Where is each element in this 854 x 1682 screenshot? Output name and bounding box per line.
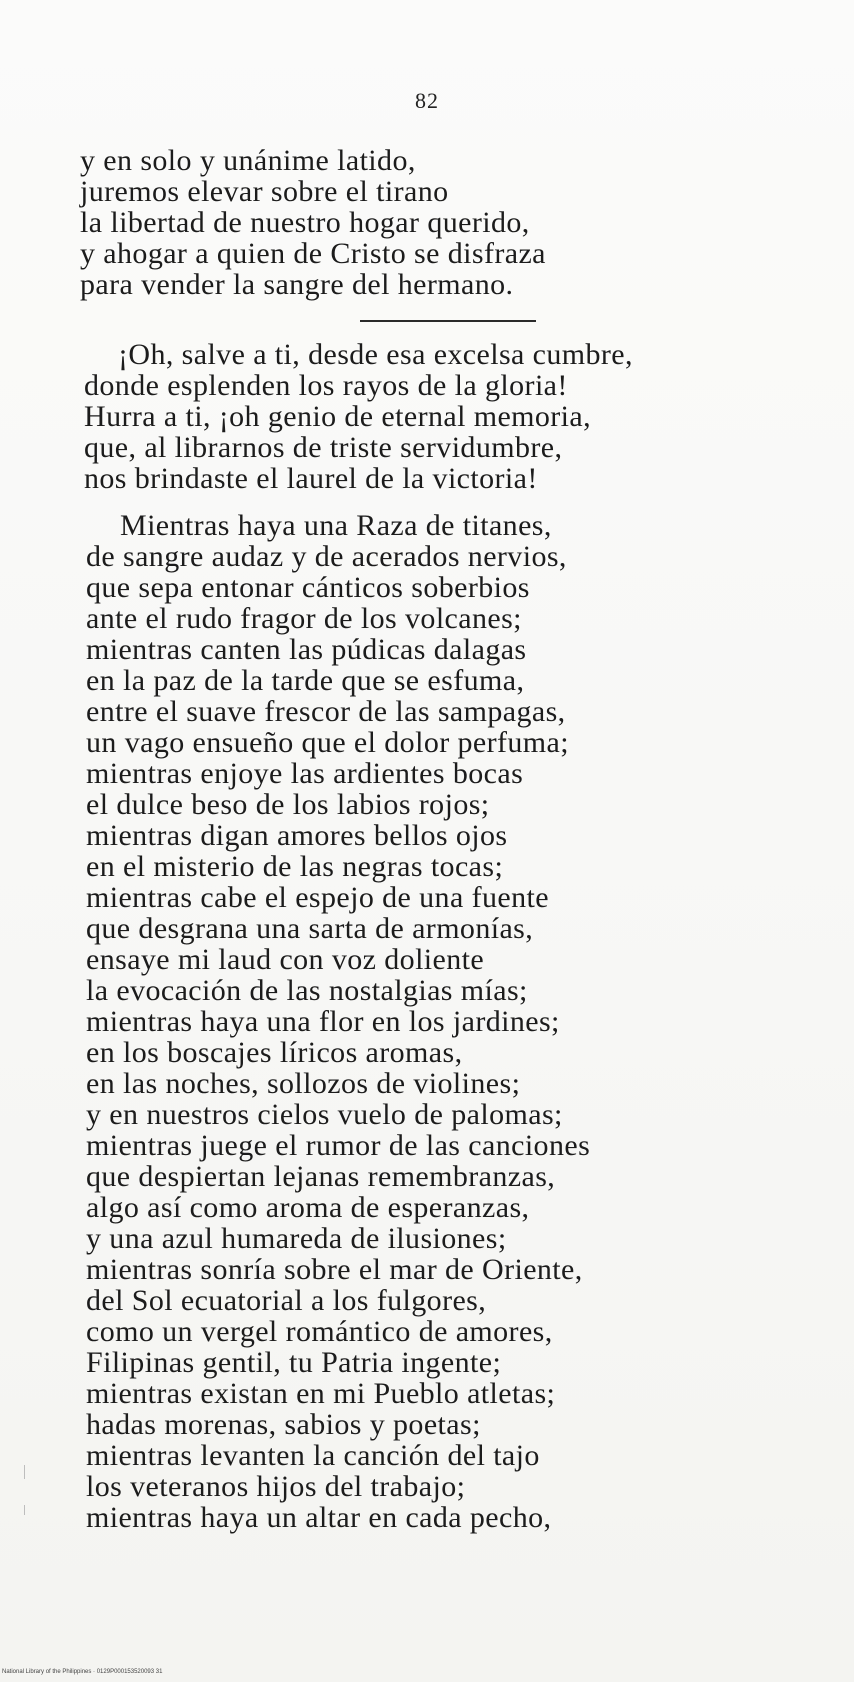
poem-line: y ahogar a quien de Cristo se disfraza (80, 237, 546, 270)
poem-line: en los boscajes líricos aromas, (86, 1036, 463, 1069)
poem-line: que despiertan lejanas remembranzas, (86, 1160, 556, 1193)
poem-line: mientras haya una flor en los jardines; (86, 1005, 560, 1038)
poem-line: mientras levanten la canción del tajo (86, 1439, 540, 1472)
digitization-footer: National Library of the Philippines · 0129P000153520093 31 (2, 1669, 163, 1675)
poem-line: los veteranos hijos del trabajo; (86, 1470, 466, 1503)
poem-line: Filipinas gentil, tu Patria ingente; (86, 1346, 502, 1379)
poem-line: juremos elevar sobre el tirano (80, 175, 449, 208)
poem-line: y una azul humareda de ilusiones; (86, 1222, 507, 1255)
poem-line: el dulce beso de los labios rojos; (86, 788, 490, 821)
poem-line: mientras canten las púdicas dalagas (86, 633, 527, 666)
poem-line: en las noches, sollozos de violines; (86, 1067, 521, 1100)
poem-line: mientras haya un altar en cada pecho, (86, 1501, 552, 1534)
scan-mark (24, 1465, 25, 1479)
scan-mark (24, 1505, 25, 1515)
poem-line: para vender la sangre del hermano. (80, 268, 514, 301)
poem-line: que, al librarnos de triste servidumbre, (84, 431, 563, 464)
poem-line: ante el rudo fragor de los volcanes; (86, 602, 522, 635)
poem-line: hadas morenas, sabios y poetas; (86, 1408, 481, 1441)
poem-line: ensaye mi laud con voz doliente (86, 943, 485, 976)
poem-line: mientras digan amores bellos ojos (86, 819, 508, 852)
poem-line: ¡Oh, salve a ti, desde esa excelsa cumbre, (118, 338, 633, 371)
poem-line: la libertad de nuestro hogar querido, (80, 206, 530, 239)
poem-line: la evocación de las nostalgias mías; (86, 974, 528, 1007)
poem-line: en el misterio de las negras tocas; (86, 850, 504, 883)
poem-line: que sepa entonar cánticos soberbios (86, 571, 530, 604)
poem-line: entre el suave frescor de las sampagas, (86, 695, 566, 728)
poem-line: como un vergel romántico de amores, (86, 1315, 553, 1348)
poem-line: y en nuestros cielos vuelo de palomas; (86, 1098, 563, 1131)
poem-line: donde esplenden los rayos de la gloria! (84, 369, 568, 402)
poem-line: de sangre audaz y de acerados nervios, (86, 540, 567, 573)
poem-line: mientras cabe el espejo de una fuente (86, 881, 549, 914)
poem-line: algo así como aroma de esperanzas, (86, 1191, 530, 1224)
poem-line: Hurra a ti, ¡oh genio de eternal memoria, (84, 400, 592, 433)
poem-line: que desgrana una sarta de armonías, (86, 912, 534, 945)
poem-line: mientras sonría sobre el mar de Oriente, (86, 1253, 583, 1286)
poem-line: mientras existan en mi Pueblo atletas; (86, 1377, 556, 1410)
poem-line: Mientras haya una Raza de titanes, (120, 509, 552, 542)
poem-line: mientras juege el rumor de las canciones (86, 1129, 591, 1162)
poem-line: mientras enjoye las ardientes bocas (86, 757, 524, 790)
page-number: 82 (415, 88, 439, 113)
poem-line: y en solo y unánime latido, (80, 144, 416, 177)
section-divider (360, 320, 536, 322)
poem-line: en la paz de la tarde que se esfuma, (86, 664, 525, 697)
poem-line: nos brindaste el laurel de la victoria! (84, 462, 538, 495)
poem-line: un vago ensueño que el dolor perfuma; (86, 726, 569, 759)
poem-line: del Sol ecuatorial a los fulgores, (86, 1284, 487, 1317)
